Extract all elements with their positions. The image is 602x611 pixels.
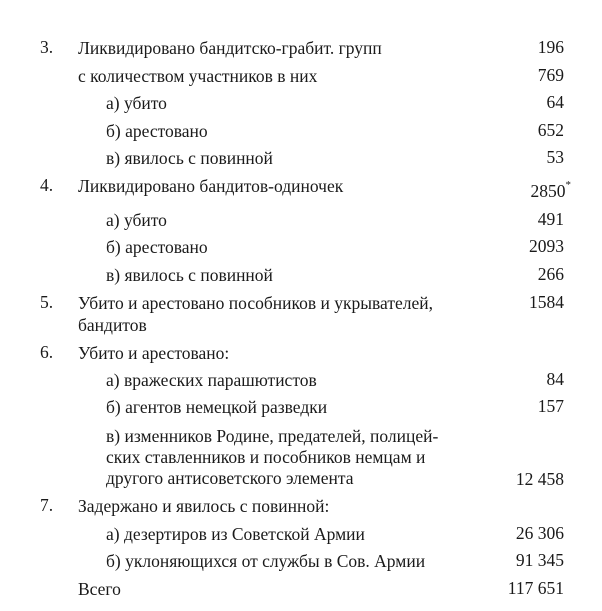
- row-value: 196: [537, 37, 564, 57]
- row-value: 157: [537, 396, 564, 416]
- row-value: 2093: [529, 236, 564, 256]
- row-label-line-2: бандитов: [78, 315, 147, 335]
- row-label: а) дезертиров из Советской Армии: [106, 524, 365, 544]
- row-label: с количеством участников в них: [78, 66, 318, 86]
- row-value: 491: [537, 209, 564, 229]
- row-label: а) вражеских парашютистов: [106, 370, 317, 390]
- item-number: 3.: [40, 37, 54, 57]
- row-label: в) явилось с повинной: [106, 265, 273, 285]
- row-label-line-3: другого антисоветского элемента: [106, 468, 354, 488]
- row-label: б) арестовано: [106, 237, 208, 257]
- row-label-line-1: Убито и арестовано пособников и укрывателей,: [78, 293, 433, 313]
- row-label: в) явилось с повинной: [106, 148, 273, 168]
- row-label: Убито и арестовано:: [78, 343, 230, 363]
- item-number: 5.: [40, 292, 54, 312]
- row-label: а) убито: [106, 210, 167, 230]
- row-value: [531, 181, 572, 202]
- row-label: а) убито: [106, 93, 167, 113]
- row-value: 266: [537, 264, 564, 284]
- row-value: 64: [546, 92, 564, 112]
- row-label: б) агентов немецкой разведки: [106, 397, 328, 417]
- row-label-line-1: в) изменников Родине, предателей, полицей-: [106, 426, 439, 446]
- row-value: 769: [537, 65, 564, 85]
- total-label: Всего: [78, 579, 121, 599]
- item-number: 7.: [40, 495, 54, 515]
- row-value: 84: [546, 369, 564, 389]
- row-label: Ликвидировано бандитско-грабит. групп: [78, 38, 382, 58]
- row-value: 12 458: [515, 469, 564, 489]
- row-value: 53: [546, 147, 564, 167]
- row-value: 1584: [529, 292, 564, 312]
- row-value: 652: [537, 120, 564, 140]
- item-number: 6.: [40, 342, 54, 362]
- row-label: Задержано и явилось с повинной:: [78, 496, 330, 516]
- row-label-line-2: ских ставленников и пособников немцам и: [106, 447, 426, 467]
- row-label: б) уклоняющихся от службы в Сов. Армии: [106, 551, 426, 571]
- row-label: б) арестовано: [106, 121, 208, 141]
- row-value-number: 2850: [530, 181, 566, 201]
- row-value: 91 345: [515, 550, 564, 570]
- footnote-mark: *: [565, 179, 571, 192]
- total-value: 117 651: [507, 578, 564, 598]
- row-value: 26 306: [515, 523, 564, 543]
- item-number: 4.: [40, 175, 54, 195]
- row-label: Ликвидировано бандитов-одиночек: [78, 176, 344, 196]
